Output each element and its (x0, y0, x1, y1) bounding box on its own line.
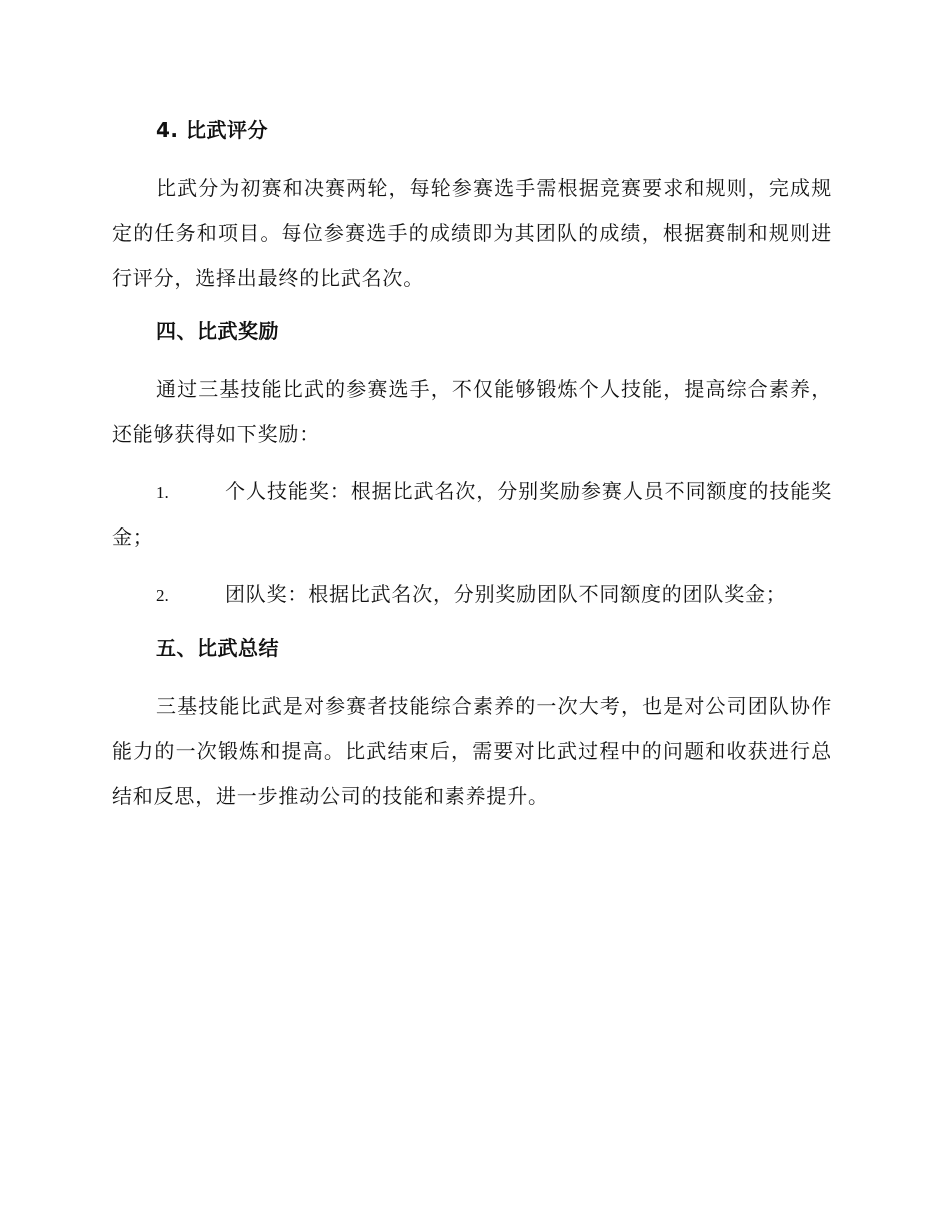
section-heading-summary: 五、比武总结 (156, 636, 279, 660)
list-item-text: 团队奖：根据比武名次，分别奖励团队不同额度的团队奖金； (225, 582, 787, 606)
scoring-paragraph: 比武分为初赛和决赛两轮，每轮参赛选手需根据竞赛要求和规则，完成规定的任务和项目。每位参赛选手的成绩即为其团队的成绩，根据赛制和规则进行评分，选择出最终的比武名次。 (112, 176, 832, 290)
list-item (112, 572, 832, 618)
document-content (112, 112, 832, 831)
list-item-number: 1. (156, 483, 169, 502)
list-item-number: 2. (156, 586, 169, 605)
list-item (112, 469, 832, 560)
rewards-paragraph: 通过三基技能比武的参赛选手，不仅能够锻炼个人技能，提高综合素养，还能够获得如下奖励： (112, 377, 832, 446)
section-heading-rewards: 四、比武奖励 (156, 319, 279, 343)
list-item-text: 个人技能奖：根据比武名次，分别奖励参赛人员不同额度的技能奖金； (112, 479, 832, 549)
summary-paragraph: 三基技能比武是对参赛者技能综合素养的一次大考，也是对公司团队协作能力的一次锻炼和提高。比武结束后，需要对比武过程中的问题和收获进行总结和反思，进一步推动公司的技能和素养提升。 (112, 694, 832, 808)
section-heading-scoring: 4. 比武评分 (156, 118, 268, 142)
